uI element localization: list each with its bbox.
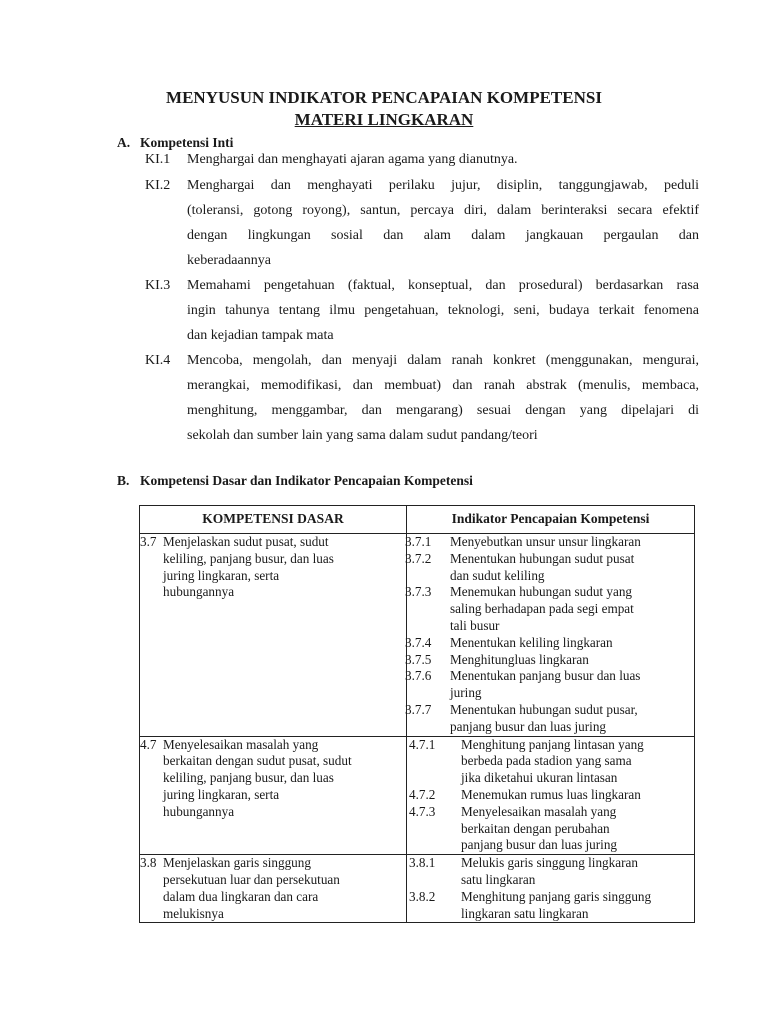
indicator-text: berkaitan dengan perubahan (461, 820, 610, 836)
indicator-text: saling berhadapan pada segi empat (450, 601, 634, 617)
indicator-text: Menyelesaikan masalah yang (461, 803, 617, 819)
indicator-number: 3.7.7 (405, 701, 432, 717)
kd-text: keliling, panjang busur, dan luas (163, 550, 334, 566)
indicator-item (405, 668, 694, 702)
indicator-item (405, 855, 694, 889)
indicator-item (405, 635, 694, 652)
kd-text: dalam dua lingkaran dan cara (163, 888, 319, 904)
indicator-text: Menemukan rumus luas lingkaran (461, 786, 641, 802)
kd-number: 3.8 (140, 855, 157, 871)
indicator-item (405, 702, 694, 736)
indicator-item (405, 551, 694, 585)
ki-code: KI.3 (145, 278, 171, 293)
kd-text: hubungannya (163, 584, 235, 600)
indicator-text: dan sudut keliling (450, 567, 545, 583)
ki-line: dengan lingkungan sosial dan alam dalam jangkauan pergaulan dan (187, 228, 699, 243)
section-a-title: Kompetensi Inti (140, 135, 234, 150)
ki-code: KI.1 (145, 152, 171, 167)
ki-line: Mencoba, mengolah, dan menyaji dalam ranah konkret (menggunakan, mengurai, (187, 353, 699, 368)
indicator-number: 4.7.3 (409, 803, 436, 819)
indicator-cell (407, 855, 695, 923)
indicator-text: Menghitung panjang lintasan yang (461, 736, 644, 752)
indicator-number: 4.7.2 (409, 786, 436, 802)
section-a-label: A. (117, 135, 131, 150)
section-b-label: B. (117, 473, 130, 488)
table-row (140, 855, 695, 923)
table-row (140, 534, 695, 737)
ki-code: KI.2 (145, 178, 171, 193)
ki-line: dan kejadian tampak mata (187, 328, 334, 343)
kd-text: juring lingkaran, serta (163, 786, 280, 802)
kd-table (139, 505, 695, 923)
indicator-item (405, 584, 694, 634)
indicator-number: 3.7.6 (405, 668, 432, 684)
indicator-number: 3.8.2 (409, 888, 436, 904)
indicator-item (405, 737, 694, 787)
indicator-cell (407, 534, 695, 737)
ki-line: ingin tahunya tentang ilmu pengetahuan, teknologi, seni, budaya terkait fenomena (187, 303, 699, 318)
indicator-number: 3.7.5 (405, 651, 432, 667)
indicator-item (405, 652, 694, 669)
indicator-number: 3.8.1 (409, 855, 436, 871)
ki-line: (toleransi, gotong royong), santun, percaya diri, dalam berinteraksi secara efektif (187, 203, 699, 218)
table-row (140, 736, 695, 855)
indicator-text: jika diketahui ukuran lintasan (461, 770, 618, 786)
ki-line: Memahami pengetahuan (faktual, konseptual, dan prosedural) berdasarkan rasa (187, 278, 699, 293)
indicator-item (405, 804, 694, 854)
ki-line: keberadaannya (187, 253, 271, 268)
kd-text: Menjelaskan garis singgung (163, 855, 311, 871)
kd-cell (140, 534, 407, 737)
document-subtitle: MATERI LINGKARAN (294, 110, 474, 129)
kd-cell (140, 855, 407, 923)
indicator-text: Menentukan hubungan sudut pusar, (450, 701, 638, 717)
indicator-text: panjang busur dan luas juring (450, 718, 607, 734)
kd-text: keliling, panjang busur, dan luas (163, 770, 334, 786)
kd-text: persekutuan luar dan persekutuan (163, 871, 340, 887)
indicator-number: 3.7.2 (405, 550, 432, 566)
section-b-heading (117, 472, 473, 490)
header-indikator: Indikator Pencapaian Kompetensi (407, 506, 695, 534)
indicator-text: Menentukan panjang busur dan luas (450, 668, 641, 684)
ki-line: sekolah dan sumber lain yang sama dalam sudut pandang/teori (187, 428, 538, 443)
indicator-number: 3.7.3 (405, 584, 432, 600)
indicator-text: Menemukan hubungan sudut yang (450, 584, 633, 600)
ki-line: merangkai, memodifikasi, dan membuat) dan ranah abstrak (menulis, membaca, (187, 378, 699, 393)
kd-text: Menyelesaikan masalah yang (163, 736, 319, 752)
ki-code: KI.4 (145, 353, 171, 368)
indicator-text: lingkaran satu lingkaran (461, 905, 589, 921)
kd-text: juring lingkaran, serta (163, 567, 280, 583)
kd-text: melukisnya (163, 905, 224, 921)
kd-text: berkaitan dengan sudut pusat, sudut (163, 753, 352, 769)
indicator-number: 3.7.4 (405, 634, 432, 650)
ki-line: Menghargai dan menghayati perilaku jujur, disiplin, tanggungjawab, peduli (187, 178, 699, 193)
indicator-text: Menghitungluas lingkaran (450, 651, 589, 667)
indicator-item (405, 889, 694, 923)
section-b-title: Kompetensi Dasar dan Indikator Pencapaian Kompetensi (140, 473, 473, 488)
document-title: MENYUSUN INDIKATOR PENCAPAIAN KOMPETENSI (166, 88, 602, 107)
indicator-item (405, 787, 694, 804)
indicator-text: tali busur (450, 617, 500, 633)
indicator-text: Menentukan keliling lingkaran (450, 634, 613, 650)
header-kompetensi-dasar: KOMPETENSI DASAR (140, 506, 407, 534)
indicator-cell (407, 736, 695, 855)
kd-text: Menjelaskan sudut pusat, sudut (163, 534, 329, 549)
indicator-number: 4.7.1 (409, 736, 436, 752)
indicator-item (405, 534, 694, 551)
ki-line: Menghargai dan menghayati ajaran agama yang dianutnya. (187, 152, 518, 167)
indicator-text: Menyebutkan unsur unsur lingkaran (450, 534, 641, 549)
indicator-text: Menentukan hubungan sudut pusat (450, 550, 635, 566)
ki-line: menghitung, menggambar, dan mengarang) sesuai dengan yang dipelajari di (187, 403, 699, 418)
kd-text: hubungannya (163, 803, 235, 819)
table-header-row (140, 506, 695, 534)
indicator-text: satu lingkaran (461, 871, 536, 887)
indicator-text: panjang busur dan luas juring (461, 837, 618, 853)
indicator-text: Melukis garis singgung lingkaran (461, 855, 638, 871)
kd-number: 4.7 (140, 736, 157, 752)
indicator-text: Menghitung panjang garis singgung (461, 888, 652, 904)
indicator-text: juring (450, 685, 482, 701)
section-a-heading (117, 134, 233, 152)
kd-cell (140, 736, 407, 855)
indicator-text: berbeda pada stadion yang sama (461, 753, 632, 769)
kd-number: 3.7 (140, 534, 157, 549)
indicator-number: 3.7.1 (405, 534, 432, 549)
